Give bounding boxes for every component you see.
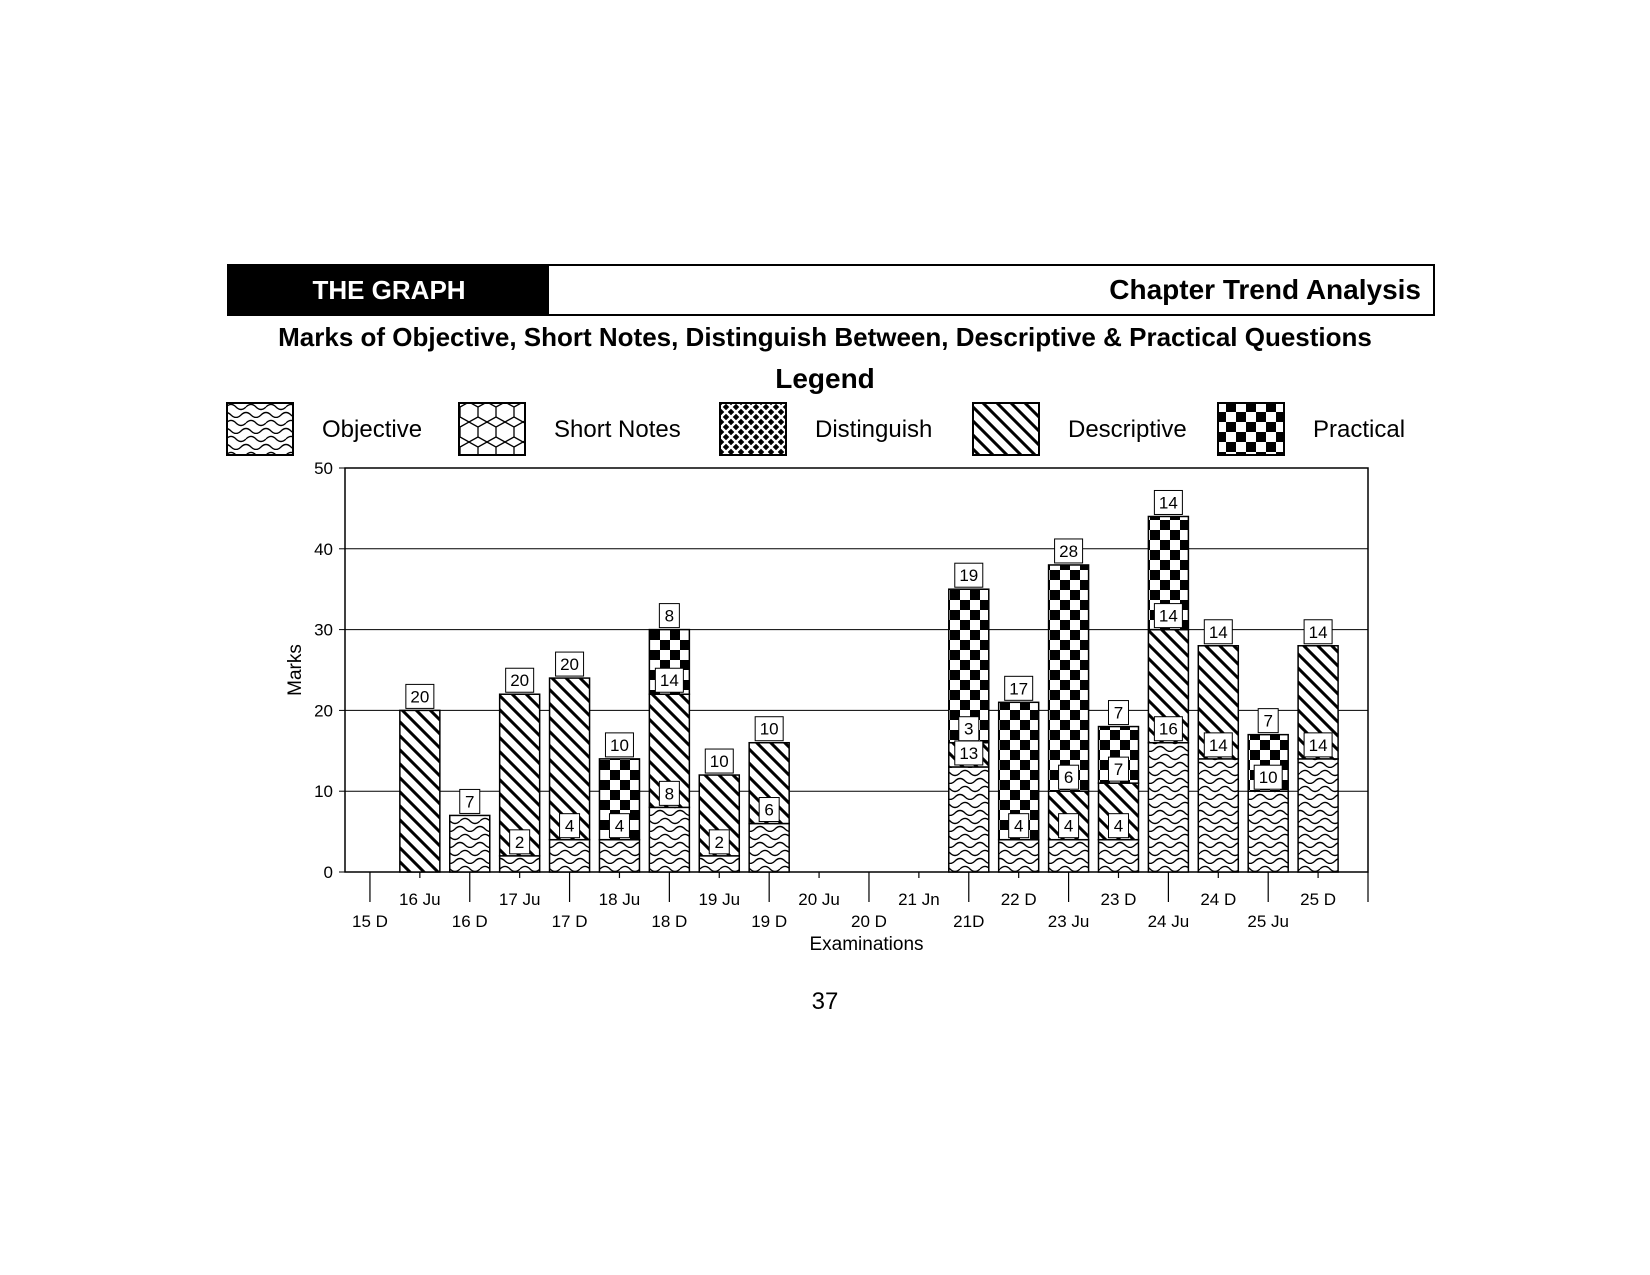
- data-label: 20: [410, 687, 430, 707]
- data-label: 10: [709, 752, 729, 772]
- x-tick-label: 25 Ju: [1247, 912, 1289, 931]
- data-label: 14: [1208, 735, 1228, 755]
- data-label: 14: [659, 671, 679, 691]
- plot-area: [285, 459, 1368, 955]
- x-tick-label: 20 D: [851, 912, 887, 931]
- data-label: 7: [1263, 711, 1273, 731]
- data-label: 28: [1059, 541, 1079, 561]
- bar-objective: [1148, 743, 1188, 872]
- data-label: 14: [1208, 622, 1228, 642]
- x-tick-label: 23 Ju: [1047, 912, 1090, 931]
- legend-label-practical: Practical: [1313, 416, 1406, 443]
- y-tick-label: 50: [314, 459, 333, 478]
- data-label: 4: [564, 816, 575, 836]
- bar-objective: [1298, 759, 1338, 872]
- data-label: 6: [764, 800, 774, 820]
- bar-objective: [550, 840, 590, 872]
- data-label: 17: [1009, 679, 1029, 699]
- bar-practical: [1049, 565, 1089, 791]
- x-tick-label: 17 D: [551, 912, 588, 931]
- x-tick-label: 25 D: [1300, 890, 1337, 909]
- x-tick-label: 23 D: [1100, 890, 1137, 909]
- data-label: 14: [1158, 606, 1178, 626]
- data-label: 7: [1113, 760, 1124, 780]
- bar-objective: [999, 840, 1039, 872]
- data-label: 2: [714, 832, 725, 852]
- x-tick-label: 16 Ju: [399, 890, 441, 909]
- chart-title: Marks of Objective, Short Notes, Distinguish Between, Descriptive & Practical Questions: [278, 322, 1372, 352]
- header-section-title: Chapter Trend Analysis: [1109, 274, 1421, 305]
- x-tick-label: 22 D: [1000, 890, 1037, 909]
- x-tick-label: 21D: [953, 912, 985, 931]
- header-badge: THE GRAPH: [229, 266, 549, 314]
- data-label: 13: [959, 743, 979, 763]
- data-label: 7: [465, 792, 475, 812]
- x-axis-title: Examinations: [809, 934, 924, 955]
- data-label: 3: [964, 719, 974, 739]
- data-label: 4: [614, 816, 625, 836]
- data-label: 6: [1063, 768, 1074, 788]
- data-label: 4: [1013, 816, 1024, 836]
- data-label: 19: [959, 566, 979, 586]
- y-tick-label: 40: [314, 539, 333, 559]
- data-label: 20: [510, 671, 530, 691]
- x-tick-label: 24 D: [1200, 890, 1237, 909]
- data-label: 14: [1158, 493, 1178, 513]
- x-tick-label: 19 Ju: [698, 890, 741, 909]
- bar-objective: [949, 767, 989, 872]
- x-tick-label: 20 Ju: [798, 890, 840, 909]
- legend-label-short-notes: Short Notes: [554, 416, 681, 443]
- bar-descriptive: [400, 710, 440, 872]
- bar-objective: [1248, 791, 1288, 872]
- x-tick-label: 18 Ju: [598, 890, 641, 909]
- data-label: 10: [1258, 768, 1278, 788]
- bar-objective: [450, 815, 490, 872]
- data-label: 4: [1113, 816, 1124, 836]
- data-label: 16: [1158, 719, 1178, 739]
- page-number: 37: [811, 988, 839, 1015]
- data-label: 14: [1308, 735, 1328, 755]
- y-tick-label: 0: [323, 863, 333, 882]
- y-tick-label: 10: [314, 782, 333, 802]
- data-label: 14: [1308, 622, 1328, 642]
- data-label: 4: [1063, 816, 1074, 836]
- bar-objective: [500, 856, 540, 872]
- x-tick-label: 16 D: [451, 912, 488, 931]
- data-label: 8: [664, 784, 675, 804]
- x-tick-label: 17 Ju: [498, 890, 541, 909]
- data-label: 2: [514, 832, 525, 852]
- data-label: 7: [1113, 703, 1124, 723]
- x-tick-label: 15 D: [351, 912, 388, 931]
- bar-objective: [1098, 840, 1138, 872]
- x-tick-label: 19 D: [751, 912, 788, 931]
- x-tick-label: 24 Ju: [1147, 912, 1190, 931]
- x-tick-label: 21 Jn: [898, 890, 940, 909]
- legend-title: Legend: [775, 363, 875, 394]
- x-tick-label: 18 D: [651, 912, 688, 931]
- y-axis-title: Marks: [285, 644, 306, 696]
- legend-label-distinguish: Distinguish: [815, 416, 933, 443]
- legend-label-descriptive: Descriptive: [1068, 416, 1187, 443]
- data-label: 10: [610, 735, 629, 755]
- bar-objective: [749, 824, 789, 872]
- data-label: 10: [759, 719, 779, 739]
- y-tick-label: 20: [314, 701, 333, 721]
- data-label: 8: [664, 606, 675, 626]
- legend-label-objective: Objective: [322, 416, 423, 443]
- bar-objective: [1198, 759, 1238, 872]
- bar-objective: [599, 840, 639, 872]
- y-tick-label: 30: [314, 620, 333, 640]
- data-label: 20: [560, 655, 580, 675]
- bar-objective: [649, 807, 689, 872]
- bar-objective: [699, 856, 739, 872]
- bar-objective: [1049, 840, 1089, 872]
